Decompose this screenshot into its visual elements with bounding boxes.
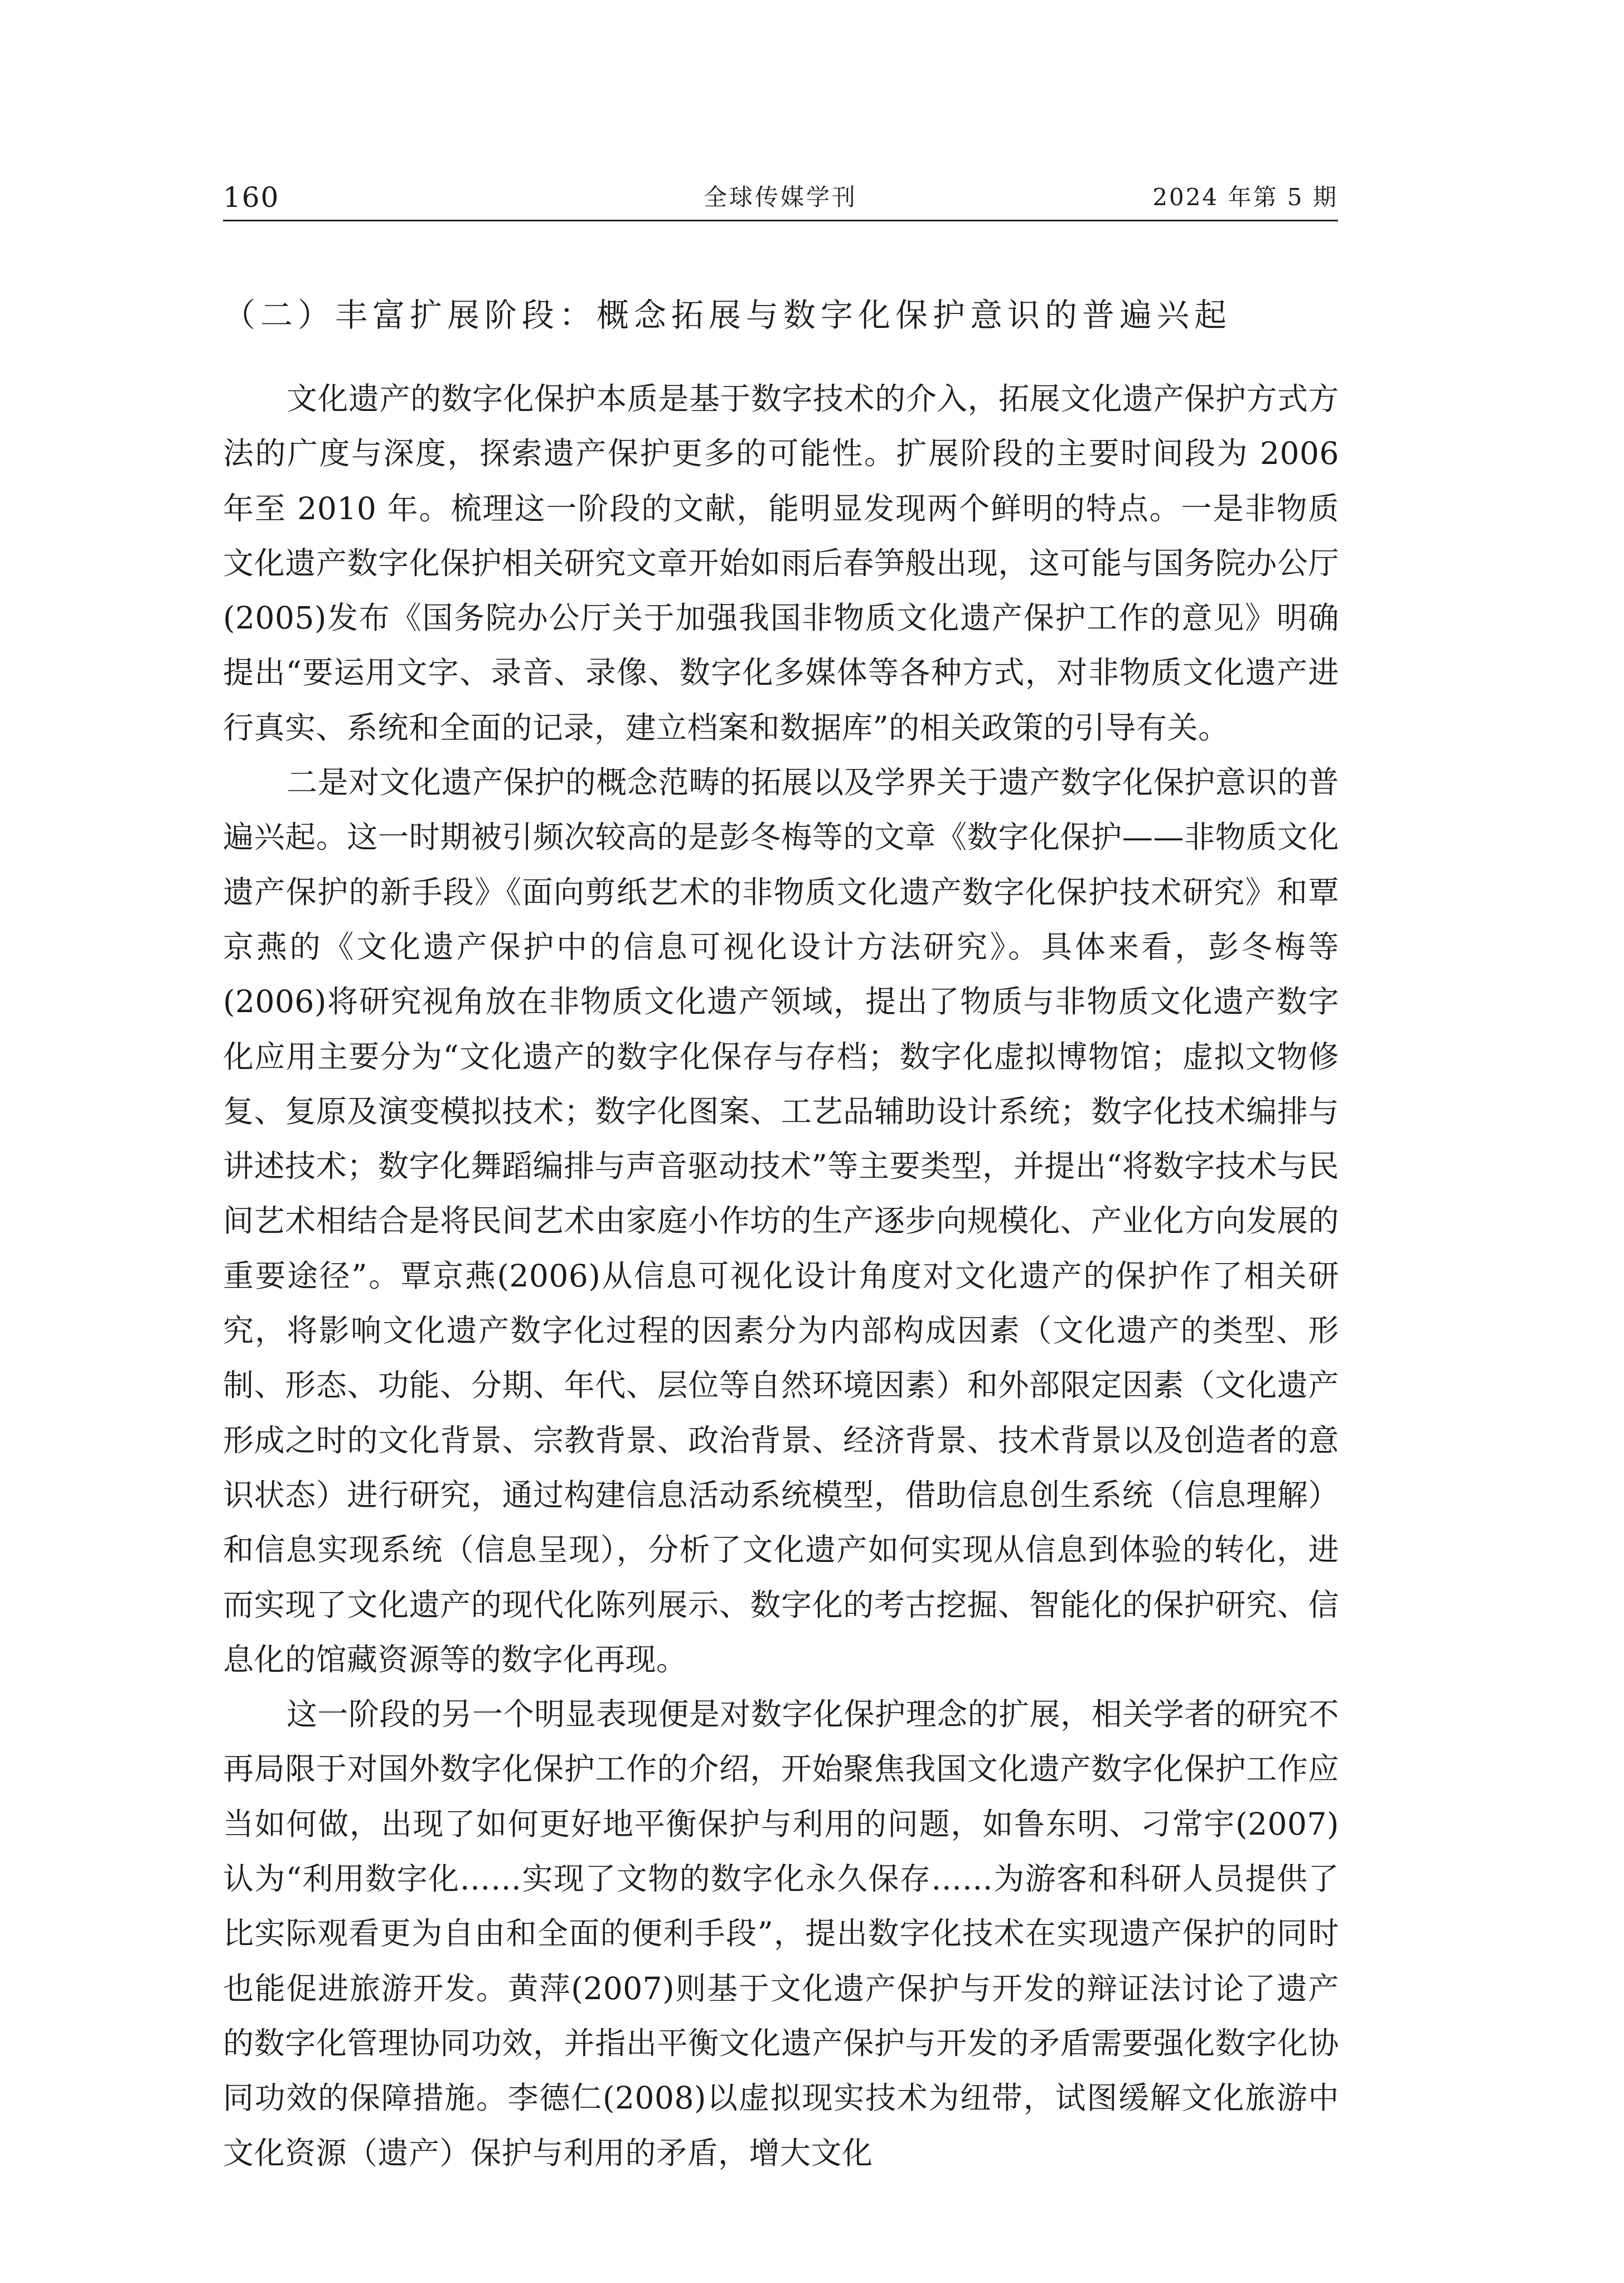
header-rule — [223, 220, 1338, 221]
running-header — [223, 177, 1338, 217]
issue-label: 2024 年第 5 期 — [1152, 183, 1338, 211]
page-number: 160 — [223, 181, 280, 214]
paragraph: 这一阶段的另一个明显表现便是对数字化保护理念的扩展，相关学者的研究不再局限于对国外数字化保护工作的介绍，开始聚焦我国文化遗产数字化保护工作应当如何做，出现了如何更好地平衡保护与利用的问题，如鲁东明、刁常宇(2007)认为“利用数字化……实现了文物的数字化永久保存……为游客和科研人员提供了比实际观看更为自由和全面的便利手段”，提出数字化技术在实现遗产保护的同时也能促进旅游开发。黄萍(2007)则基于文化遗产保护与开发的辩证法讨论了遗产的数字化管理协同功效，并指出平衡文化遗产保护与开发的矛盾需要强化数字化协同功效的保障措施。李德仁(2008)以虚拟现实技术为纽带，试图缓解文化旅游中文化资源（遗产）保护与利用的矛盾，增大文化 — [223, 1696, 1339, 2171]
body-text — [223, 371, 1339, 2180]
section-heading: （二）丰富扩展阶段：概念拓展与数字化保护意识的普遍兴起 — [223, 296, 1232, 334]
paragraph: 文化遗产的数字化保护本质是基于数字技术的介入，拓展文化遗产保护方式方法的广度与深度，探索遗产保护更多的可能性。扩展阶段的主要时间段为 2006 年至 2010 年。梳理这一阶段的文献，能明显发现两个鲜明的特点。一是非物质文化遗产数字化保护相关研究文章开始如雨后春笋般出现，这可能与国务院办公厅(2005)发布《国务院办公厅关于加强我国非物质文化遗产保护工作的意见》明确提出“要运用文字、录音、录像、数字化多媒体等各种方式，对非物质文化遗产进行真实、系统和全面的记录，建立档案和数据库”的相关政策的引导有关。 — [223, 381, 1339, 746]
paragraph: 二是对文化遗产保护的概念范畴的拓展以及学界关于遗产数字化保护意识的普遍兴起。这一时期被引频次较高的是彭冬梅等的文章《数字化保护——非物质文化遗产保护的新手段》《面向剪纸艺术的非物质文化遗产数字化保护技术研究》和覃京燕的《文化遗产保护中的信息可视化设计方法研究》。具体来看，彭冬梅等(2006)将研究视角放在非物质文化遗产领域，提出了物质与非物质文化遗产数字化应用主要分为“文化遗产的数字化保存与存档；数字化虚拟博物馆；虚拟文物修复、复原及演变模拟技术；数字化图案、工艺品辅助设计系统；数字化技术编排与讲述技术；数字化舞蹈编排与声音驱动技术”等主要类型，并提出“将数字技术与民间艺术相结合是将民间艺术由家庭小作坊的生产逐步向规模化、产业化方向发展的重要途径”。覃京燕(2006)从信息可视化设计角度对文化遗产的保护作了相关研究，将影响文化遗产数字化过程的因素分为内部构成因素（文化遗产的类型、形制、形态、功能、分期、年代、层位等自然环境因素）和外部限定因素（文化遗产形成之时的文化背景、宗教背景、政治背景、经济背景、技术背景以及创造者的意识状态）进行研究，通过构建信息活动系统模型，借助信息创生系统（信息理解）和信息实现系统（信息呈现），分析了文化遗产如何实现从信息到体验的转化，进而实现了文化遗产的现代化陈列展示、数字化的考古挖掘、智能化的保护研究、信息化的馆藏资源等的数字化再现。 — [223, 765, 1339, 1677]
journal-title: 全球传媒学刊 — [703, 183, 857, 211]
